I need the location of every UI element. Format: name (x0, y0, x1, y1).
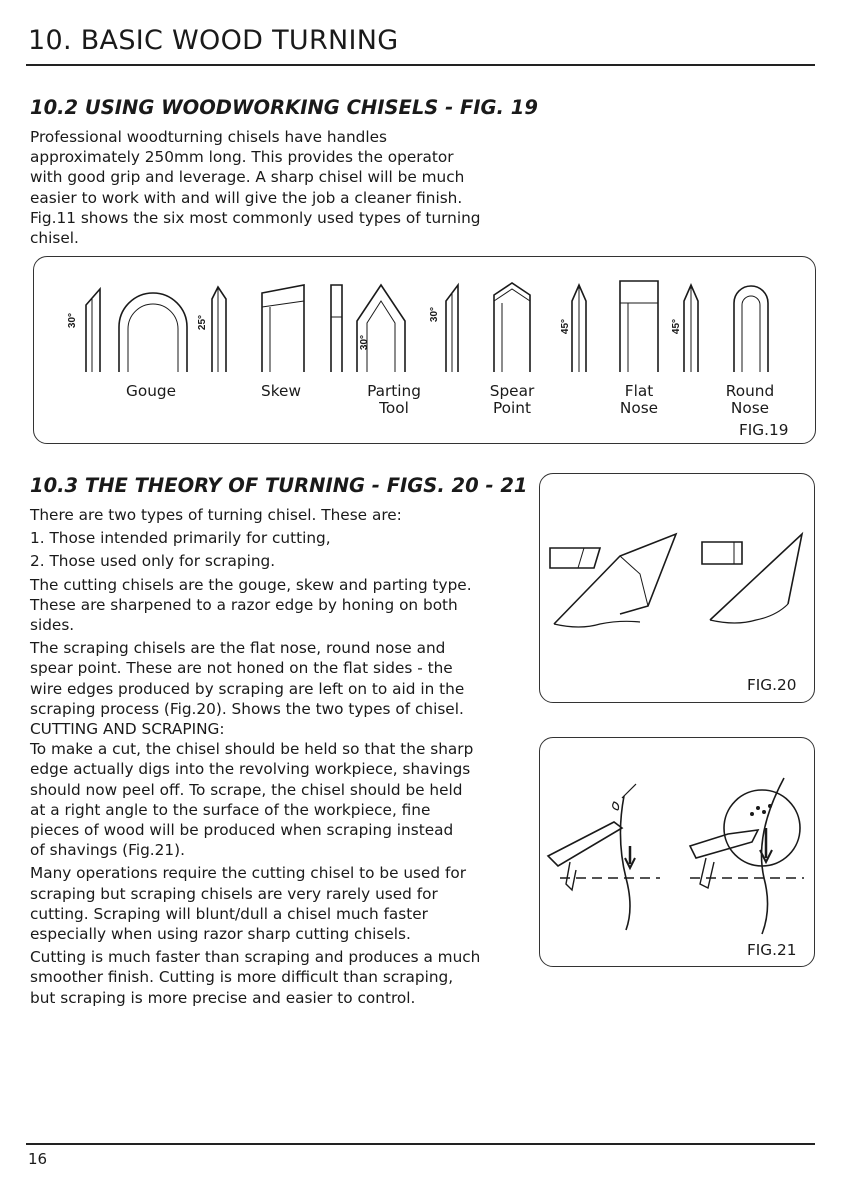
chisel-label-skew: Skew (261, 382, 301, 400)
chisel-label-flat-nose: Flat Nose (619, 382, 659, 417)
angle-label: 30° (359, 334, 371, 351)
header-rule (26, 64, 815, 66)
angle-label: 30° (429, 306, 441, 323)
spear-point-front-icon (494, 283, 530, 372)
flat-nose-front-icon (620, 281, 658, 372)
cut-and-scrape-action-illustration (540, 738, 814, 966)
cutting-vs-scraping-chisel-illustration (540, 474, 814, 702)
text-line: cutting. Scraping will blunt/dull a chisel much faster (30, 904, 428, 923)
figure-21 (539, 737, 815, 967)
footer-rule (26, 1143, 815, 1145)
skew-front-icon (262, 285, 304, 372)
skew-side-icon (212, 287, 226, 372)
angle-label: 45° (560, 318, 572, 335)
text-line: sides. (30, 616, 75, 635)
text-line: especially when using razor sharp cutting chisels. (30, 925, 411, 944)
text-line: smoother finish. Cutting is more difficult than scraping, (30, 968, 454, 987)
gouge-side-icon (86, 289, 100, 372)
text-line: 2. Those used only for scraping. (30, 552, 276, 571)
text-line: should now peel off. To scrape, the chisel should be held (30, 780, 463, 799)
spear-point-side-icon (446, 285, 458, 372)
figure-tag: FIG.19 (739, 421, 789, 439)
flat-nose-side-icon (572, 285, 586, 372)
text-line: To make a cut, the chisel should be held so that the sharp (30, 740, 474, 759)
text-line: easier to work with and will give the job a cleaner finish. (30, 188, 463, 207)
text-line: of shavings (Fig.21). (30, 841, 185, 860)
section-10-3-text (30, 505, 480, 1008)
text-line: with good grip and leverage. A sharp chisel will be much (30, 168, 465, 187)
figure-tag: FIG.21 (747, 941, 797, 959)
text-line: scraping process (Fig.20). Shows the two types of chisel. (30, 699, 464, 718)
text-line: The cutting chisels are the gouge, skew and parting type. (30, 575, 472, 594)
text-line: 1. Those intended primarily for cutting, (30, 529, 331, 548)
parting-tool-front-icon (357, 285, 405, 372)
section-10-2-text (30, 127, 481, 248)
figure-19 (33, 256, 816, 444)
text-line: spear point. These are not honed on the flat sides - the (30, 659, 453, 678)
text-line: There are two types of turning chisel. These are: (30, 506, 402, 524)
text-line: approximately 250mm long. This provides the operator (30, 148, 454, 167)
text-line: Cutting is much faster than scraping and produces a much (30, 948, 481, 967)
chisel-label-round-nose: Round Nose (725, 382, 775, 417)
section-heading-10-3: 10.3 THE THEORY OF TURNING - FIGS. 20 - 21 (30, 474, 528, 497)
text-line: These are sharpened to a razor edge by honing on both (30, 595, 458, 614)
text-line: Fig.11 shows the six most commonly used types of turning (30, 208, 481, 227)
text-line: edge actually digs into the revolving workpiece, shavings (30, 760, 471, 779)
text-line: but scraping is more precise and easier to control. (30, 988, 416, 1007)
round-nose-side-icon (684, 285, 698, 372)
text-line: chisel. (30, 229, 79, 248)
figure-20 (539, 473, 815, 703)
text-line: Many operations require the cutting chisel to be used for (30, 864, 467, 883)
page-number: 16 (28, 1150, 48, 1168)
gouge-front-icon (119, 293, 187, 372)
text-line: wire edges produced by scraping are left on to aid in the (30, 679, 465, 698)
section-heading-10-2: 10.2 USING WOODWORKING CHISELS - FIG. 19 (30, 96, 538, 119)
angle-label: 30° (67, 312, 79, 329)
chisel-label-parting-tool: Parting Tool (367, 382, 421, 417)
text-line: pieces of wood will be produced when scraping instead (30, 821, 454, 840)
text-line: at a right angle to the surface of the workpiece, fine (30, 800, 431, 819)
angle-label: 25° (197, 314, 209, 331)
figure-tag: FIG.20 (747, 676, 797, 694)
chisel-label-gouge: Gouge (125, 382, 177, 400)
text-line: CUTTING AND SCRAPING: (30, 720, 225, 739)
chisel-label-spear-point: Spear Point (489, 382, 535, 417)
text-line: scraping but scraping chisels are very rarely used for (30, 884, 438, 903)
round-nose-front-icon (734, 286, 768, 372)
parting-tool-side-icon (331, 285, 342, 372)
text-line: Professional woodturning chisels have handles (30, 128, 387, 146)
text-line: The scraping chisels are the flat nose, round nose and (30, 639, 446, 658)
page-title: 10. BASIC WOOD TURNING (28, 25, 399, 56)
angle-label: 45° (671, 318, 683, 335)
